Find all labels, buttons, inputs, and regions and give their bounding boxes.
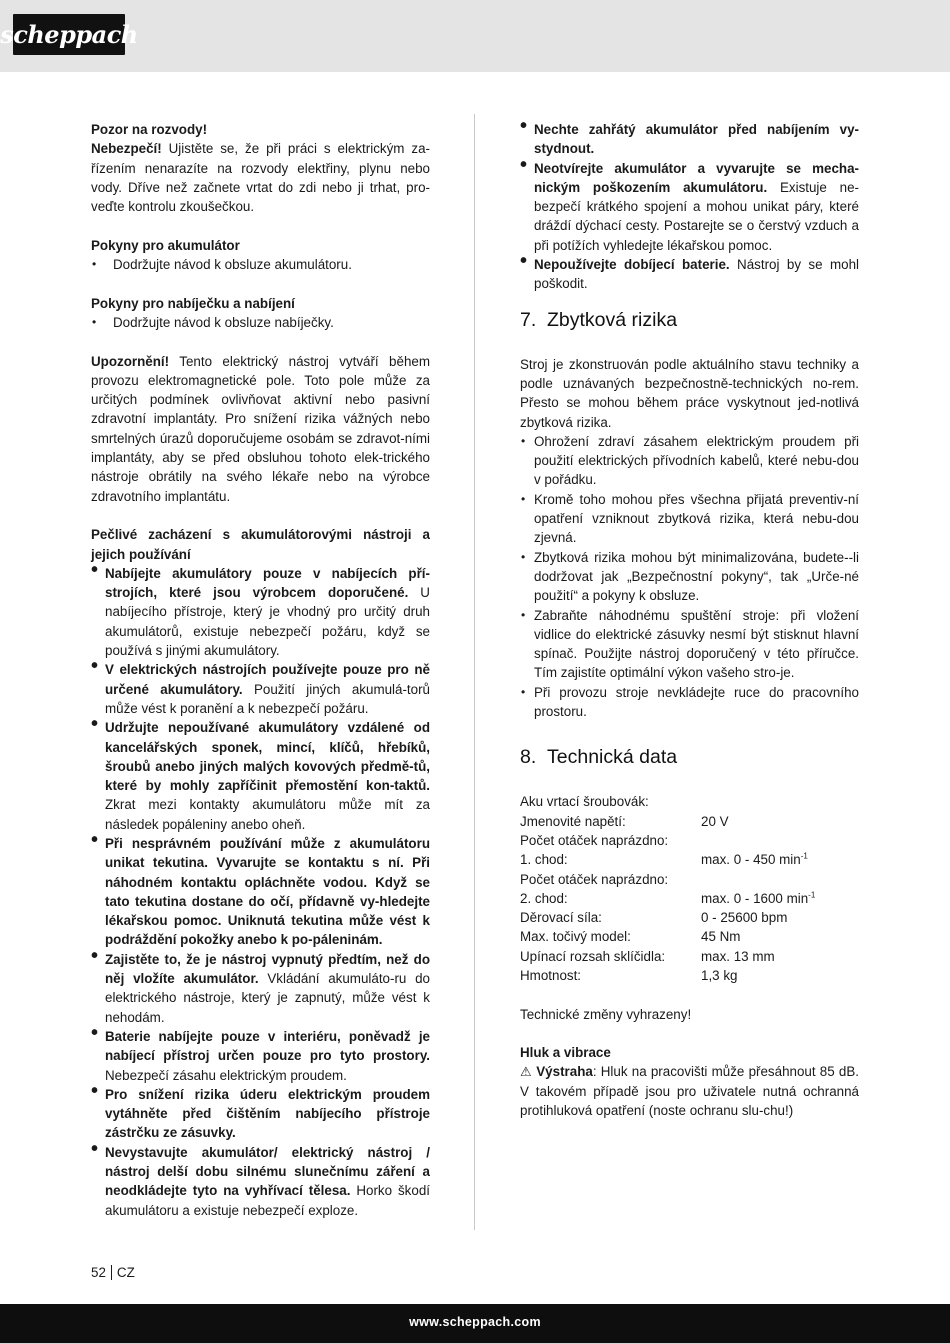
list-item (520, 120, 859, 159)
item-text: Vkládání akumuláto-ru do elektrického nástroje, který je zapnutý, může vést k nehodám. (105, 971, 430, 1025)
akumulator-list (91, 255, 430, 274)
section-7-title (520, 308, 859, 332)
tech-key: Jmenovité napětí: (520, 813, 626, 829)
warning-triangle-icon: ⚠ (520, 1064, 537, 1080)
tech-value-sup: -1 (800, 851, 808, 861)
tech-key: Počet otáček naprázdno: (520, 871, 669, 887)
list-item: • Dodržujte návod k obsluze nabíječky. (91, 313, 430, 332)
page-number-value: 52 (91, 1265, 106, 1280)
upozorneni-paragraph (91, 352, 430, 506)
tech-note: Technické změny vyhrazeny! (520, 1006, 692, 1022)
table-row (520, 927, 815, 946)
nebezpeci-text: Ujistěte se, že při práci s elektrickým za-řízením nenarazíte na rozvody elektřiny, plynu nebo vody. Dříve než začnete vrtat do zdi nebo ji trhat, pro-veďte kontrolu zkoušečkou. (91, 141, 430, 215)
item-bold: Nevystavujte akumulátor/ elektrický nástroj / nástroj delší dobu silnému slunečnímu záření a neodkládejte tyto na vyhřívací tělesa. (105, 1144, 430, 1199)
table-row (520, 812, 815, 831)
tech-value: 45 Nm (701, 929, 741, 945)
list-item (520, 255, 859, 294)
table-row (520, 889, 815, 908)
item-bold: Zajistěte to, že je nástroj vypnutý předtím, než do něj vložíte akumulátor. (105, 951, 430, 987)
page-number (91, 1265, 135, 1280)
tech-value-text: max. 0 - 1600 min (701, 890, 809, 906)
list-item: • Zbytková rizika mohou být minimalizována, budete--li dodržovat jak „Bezpečnostní pokyny“, tak „Urče-né použití“ a pokyny k obsluze. (520, 548, 859, 606)
list-item (91, 660, 430, 718)
list-item (91, 718, 430, 834)
nabijecka-heading: Pokyny pro nabíječku a nabíjení (91, 295, 295, 311)
right-column (520, 120, 859, 1120)
tech-key: 2. chod: (520, 890, 568, 906)
item-bold: Nepoužívejte dobíjecí baterie. (534, 257, 730, 273)
list-item (91, 834, 430, 950)
column-divider (474, 114, 475, 1230)
tech-value (701, 889, 815, 908)
tech-value: 1,3 kg (701, 967, 738, 983)
item-bold: Při nesprávném používání může z akumulátoru unikat tekutina. Vyvarujte se kontaktu s ní. Při náhodném kontaktu opláchněte vodou. Když se tato tekutina dostane do očí, přídavně vy-hledejte lékařskou pomoc. Uniknutá tekutina může vést k podráždění pokožky anebo k po-páleninám. (105, 835, 430, 948)
pozor-heading: Pozor na rozvody! (91, 122, 208, 137)
item-bold: V elektrických nástrojích používejte pouze pro ně určené akumulátory. (105, 662, 430, 697)
tech-value-text: max. 0 - 450 min (701, 852, 801, 868)
tech-key: Počet otáček naprázdno: (520, 832, 669, 848)
list-item: • Ohrožení zdraví zásahem elektrickým proudem při použití elektrických přívodních kabelů, které nebu-dou v pořádku. (520, 432, 859, 490)
residual-risks-list (520, 432, 859, 721)
vystraha-paragraph (520, 1062, 859, 1120)
footer-url: www.scheppach.com (409, 1315, 541, 1329)
item-bold: Udržujte nepoužívané akumulátory vzdálené od kancelářských sponek, mincí, klíčů, hřebíků, šroubů anebo jiných malých kovových předmě-tů, které by mohly zapříčinit přemostění kon-taktů. (105, 720, 430, 794)
table-row (520, 831, 815, 850)
table-row (520, 947, 815, 966)
peclive-heading: Pečlivé zacházení s akumulátorovými nástroji a jejich používání (91, 527, 430, 562)
list-item: • Kromě toho mohou přes všechna přijatá preventiv-ní opatření vzniknout zbytková rizika, která nebu-dou zjevná. (520, 490, 859, 548)
list-item (91, 1027, 430, 1085)
battery-safety-list-continued (520, 120, 859, 294)
technical-data-table (520, 792, 815, 985)
scheppach-logo: scheppach (13, 14, 125, 55)
table-row (520, 966, 815, 985)
section-8-title (520, 745, 859, 769)
tech-value (701, 850, 815, 869)
language-code: CZ (116, 1265, 135, 1280)
tech-key: Hmotnost: (520, 967, 582, 983)
tech-value: max. 13 mm (701, 948, 775, 964)
footer-bar (0, 1304, 950, 1343)
left-column (91, 120, 430, 1220)
vystraha-label: Výstraha (536, 1064, 593, 1080)
list-item (91, 564, 430, 660)
tech-value (701, 870, 815, 889)
tech-key: 1. chod: (520, 852, 568, 868)
item-text: Použití jiných akumulá-torů může vést k poranění a k nebezpečí požáru. (105, 681, 431, 716)
tech-value (701, 831, 815, 850)
list-item: • Zabraňte náhodnému spuštění stroje: při vložení vidlice do elektrické zásuvky nesmí být stisknut hlavní spínač. Použijte nástroj doporučený v této příručce. Tím zajistíte optimální výkon vašeho stro-je. (520, 606, 859, 683)
tech-key: Aku vrtací šroubovák: (520, 794, 649, 810)
nabijecka-list (91, 313, 430, 332)
tech-value (701, 792, 815, 811)
hluk-heading: Hluk a vibrace (520, 1045, 611, 1061)
nebezpeci-paragraph (91, 139, 430, 216)
item-text: Existuje ne-bezpečí krátkého spojení a mohou unikat páry, které dráždí dýchací cesty. Postarejte se o čerstvý vzduch a při potížích vyhledejte lékařskou pomoc. (534, 179, 859, 253)
header-bar (0, 0, 950, 72)
section-8-label: Technická data (547, 746, 678, 769)
item-bold: Pro snížení rizika úderu elektrickým proudem vytáhněte před čištěním nabíjecího přístroje zástrčku ze zásuvky. (105, 1086, 430, 1141)
upozorneni-text: Tento elektrický nástroj vytváří během provozu elektromagnetické pole. Toto pole může za určitých podmínek ovlivňovat aktivní nebo pasivní zdravotní implantáty. Pro snížení rizika vážných nebo smrtelných úrazů doporučujeme osobám se zdravot-ními implantáty, aby se před obsluhou tohoto elek-trického nástroje obrátily na svého lékaře nebo na výrobce zdravotního implantátu. (91, 353, 430, 504)
section-7-intro: Stroj je zkonstruován podle aktuálního stavu techniky a podle uznávaných bezpečnostně-technických no-rem. Přesto se mohou během práce vyskytnout jed-notlivá zbytková rizika. (520, 356, 859, 430)
tech-key: Upínací rozsah sklíčidla: (520, 948, 666, 964)
section-7-number: 7. (520, 308, 537, 331)
section-8-number: 8. (520, 746, 537, 769)
list-item: • Při provozu stroje nevkládejte ruce do pracovního prostoru. (520, 683, 859, 722)
tech-value: 0 - 25600 bpm (701, 910, 788, 926)
item-text: Nástroj by se mohl poškodit. (534, 257, 859, 292)
item-text: Zkrat mezi kontakty akumulátoru může mít za následek popáleniny anebo oheň. (105, 797, 430, 832)
tech-key: Max. točivý model: (520, 929, 631, 945)
item-bold: Baterie nabíjejte pouze v interiéru, poněvadž je nabíjecí přístroj určen pouze pro tyto prostory. (105, 1028, 430, 1064)
list-item (91, 1143, 430, 1220)
akumulator-heading: Pokyny pro akumulátor (91, 237, 240, 253)
tech-key: Děrovací síla: (520, 910, 602, 926)
list-item (91, 1085, 430, 1143)
tech-value: 20 V (701, 813, 729, 829)
nebezpeci-label: Nebezpečí! (91, 141, 162, 157)
list-item: • Dodržujte návod k obsluze akumulátoru. (91, 255, 430, 274)
item-text: Nebezpečí zásahu elektrickým proudem. (105, 1067, 347, 1083)
item-bold: Nechte zahřátý akumulátor před nabíjením vy-stydnout. (534, 122, 859, 157)
table-row (520, 870, 815, 889)
tech-value-sup: -1 (808, 890, 816, 900)
battery-safety-list (91, 564, 430, 1220)
vystraha-text: : Hluk na pracovišti může přesáhnout 85 dB. V takovém případě jsou pro uživatele nutná ochranná protihluková opatření (noste ochranu slu-chu!) (520, 1064, 859, 1119)
section-7-label: Zbytková rizika (547, 308, 678, 331)
list-item (91, 950, 430, 1027)
table-row (520, 908, 815, 927)
item-text: Horko škodí akumulátoru a existuje nebezpečí exploze. (105, 1183, 430, 1218)
table-row (520, 850, 815, 869)
page-separator (111, 1265, 112, 1280)
item-bold: Neotvírejte akumulátor a vyvarujte se mecha-nickým poškozením akumulátoru. (534, 160, 859, 195)
item-text: U nabíjecího přístroje, který je vhodný pro určitý druh akumulátorů, existuje nebezpečí požáru, když se používá s jinými akumulátory. (105, 585, 430, 659)
item-bold: Nabíjejte akumulátory pouze v nabíjecích pří-strojích, které jsou výrobcem doporučené. (105, 565, 430, 601)
upozorneni-label: Upozornění! (91, 353, 170, 369)
list-item (520, 159, 859, 255)
table-row (520, 792, 815, 811)
